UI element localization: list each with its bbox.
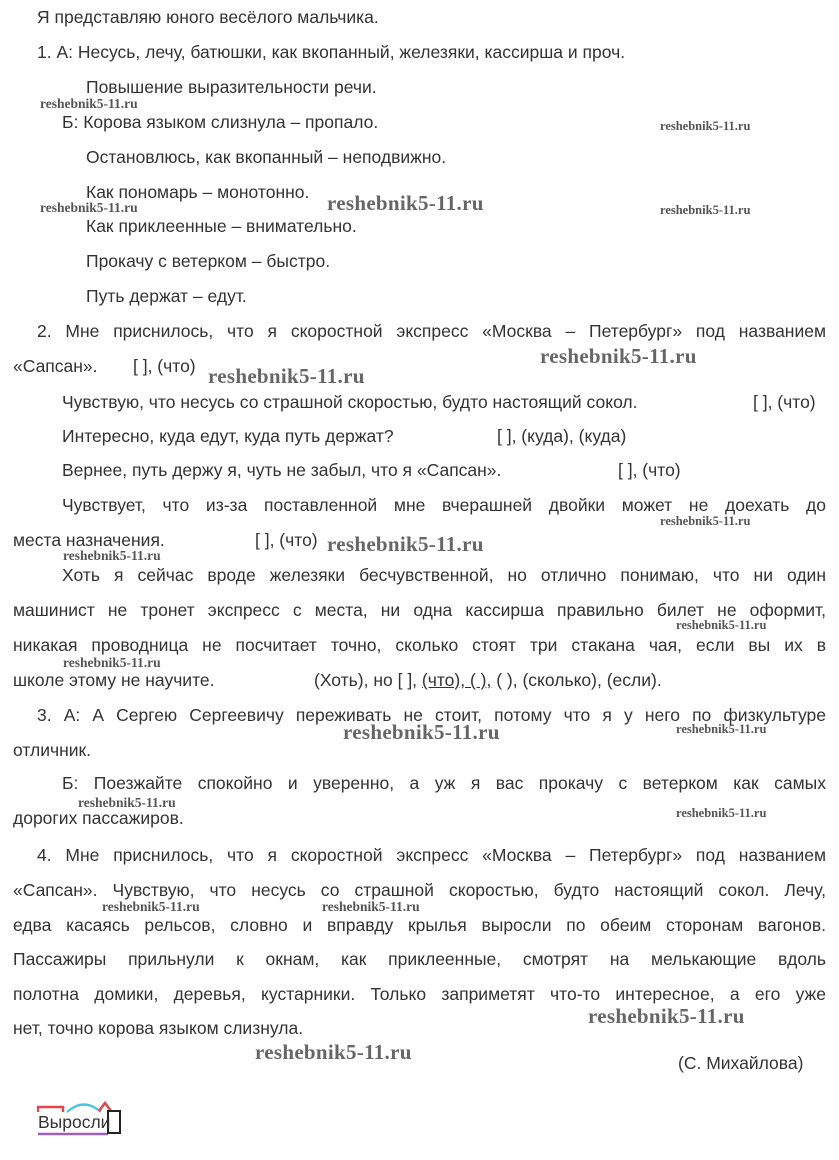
watermark: reshebnik5-11.ru <box>327 532 484 556</box>
watermark: reshebnik5-11.ru <box>322 899 420 914</box>
text-line: Я представляю юного весёлого мальчика. <box>37 7 379 27</box>
sentence-scheme <box>314 669 662 691</box>
text-line: Чувствует, что из-за поставленной мне вчерашней двойки может не доехать до <box>62 495 826 515</box>
scheme-part: (Хоть), но [ ], <box>314 670 418 690</box>
sentence-scheme: [ ], (что) <box>133 356 196 376</box>
watermark: reshebnik5-11.ru <box>208 364 365 388</box>
text-line: «Сапсан». Чувствую, что несусь со страшной скоростью, будто настоящий сокол. Лечу, <box>13 880 826 900</box>
text-line: Вернее, путь держу я, чуть не забыл, что я «Сапсан». <box>62 460 502 480</box>
morpheme-analysis <box>37 1098 127 1146</box>
sentence-scheme: [ ], (что) <box>255 530 318 550</box>
watermark: reshebnik5-11.ru <box>676 722 767 736</box>
watermark: reshebnik5-11.ru <box>676 806 767 820</box>
text-line: Остановлюсь, как вкопанный – неподвижно. <box>86 147 447 167</box>
text-line: Б: Корова языком слизнула – пропало. <box>62 112 379 132</box>
watermark: reshebnik5-11.ru <box>40 200 138 215</box>
morph-word: Выросли <box>38 1112 111 1132</box>
text-line: Как приклеенные – внимательно. <box>86 216 357 236</box>
scheme-part-underlined: (что), ( ), <box>421 670 492 690</box>
text-line: машинист не тронет экспресс с места, ни одна кассирша правильно билет не оформит, <box>13 600 826 620</box>
watermark: reshebnik5-11.ru <box>40 96 138 111</box>
text-line: Как пономарь – монотонно. <box>86 182 310 202</box>
sentence-scheme: [ ], (куда), (куда) <box>497 426 627 446</box>
sentence-scheme: [ ], (что) <box>753 392 816 412</box>
watermark: reshebnik5-11.ru <box>540 344 697 368</box>
text-line: Прокачу с ветерком – быстро. <box>86 251 331 271</box>
text-line: Пассажиры прильнули к окнам, как приклеенные, смотрят на мелькающие вдоль <box>13 949 826 969</box>
text-line: нет, точно корова языком слизнула. <box>13 1018 304 1038</box>
text-line: никакая проводница не посчитает точно, сколько стоят три стакана чая, если вы их в <box>13 635 826 655</box>
text-line: Интересно, куда едут, куда путь держат? <box>62 426 394 446</box>
text-line: 3. А: А Сергею Сергеевичу переживать не стоит, потому что я у него по физкультуре <box>37 705 826 725</box>
text-line: полотна домики, деревья, кустарники. Только заприметят что-то интересное, а его уже <box>13 984 826 1004</box>
watermark: reshebnik5-11.ru <box>343 720 500 744</box>
text-line: едва касаясь рельсов, словно и вправду крылья выросли по обеим сторонам вагонов. <box>13 915 826 935</box>
watermark: reshebnik5-11.ru <box>102 899 200 914</box>
watermark: reshebnik5-11.ru <box>588 1004 745 1028</box>
text-line: места назначения. <box>13 530 165 550</box>
text-line: «Сапсан». <box>13 356 98 376</box>
suffix-mark <box>99 1103 111 1111</box>
author-attribution: (С. Михайлова) <box>678 1053 804 1073</box>
text-line: школе этому не научите. <box>13 670 215 690</box>
text-line: Хоть я сейчас вроде железяки бесчувственной, но отлично понимаю, что ни один <box>62 565 826 585</box>
scheme-part: ( ), (сколько), (если). <box>496 670 662 690</box>
watermark: reshebnik5-11.ru <box>676 618 767 632</box>
watermark: reshebnik5-11.ru <box>78 795 176 810</box>
watermark: reshebnik5-11.ru <box>660 119 751 133</box>
watermark: reshebnik5-11.ru <box>660 514 751 528</box>
text-line: 4. Мне приснилось, что я скоростной экспресс «Москва – Петербург» под названием <box>37 845 826 865</box>
watermark: reshebnik5-11.ru <box>660 203 751 217</box>
text-line: Б: Поезжайте спокойно и уверенно, а уж я вас прокачу с ветерком как самых <box>62 773 826 793</box>
text-line: 1. А: Несусь, лечу, батюшки, как вкопанный, железяки, кассирша и проч. <box>37 42 626 62</box>
text-line: дорогих пассажиров. <box>13 808 184 828</box>
text-line: Чувствую, что несусь со страшной скоростью, будто настоящий сокол. <box>62 392 638 412</box>
text-line: 2. Мне приснилось, что я скоростной экспресс «Москва – Петербург» под названием <box>37 321 826 341</box>
sentence-scheme: [ ], (что) <box>618 460 681 480</box>
watermark: reshebnik5-11.ru <box>255 1040 412 1064</box>
watermark: reshebnik5-11.ru <box>327 191 484 215</box>
text-line: отличник. <box>13 740 92 760</box>
watermark: reshebnik5-11.ru <box>63 548 161 563</box>
text-line: Повышение выразительности речи. <box>86 77 377 97</box>
watermark: reshebnik5-11.ru <box>63 655 161 670</box>
text-line: Путь держат – едут. <box>86 286 247 306</box>
